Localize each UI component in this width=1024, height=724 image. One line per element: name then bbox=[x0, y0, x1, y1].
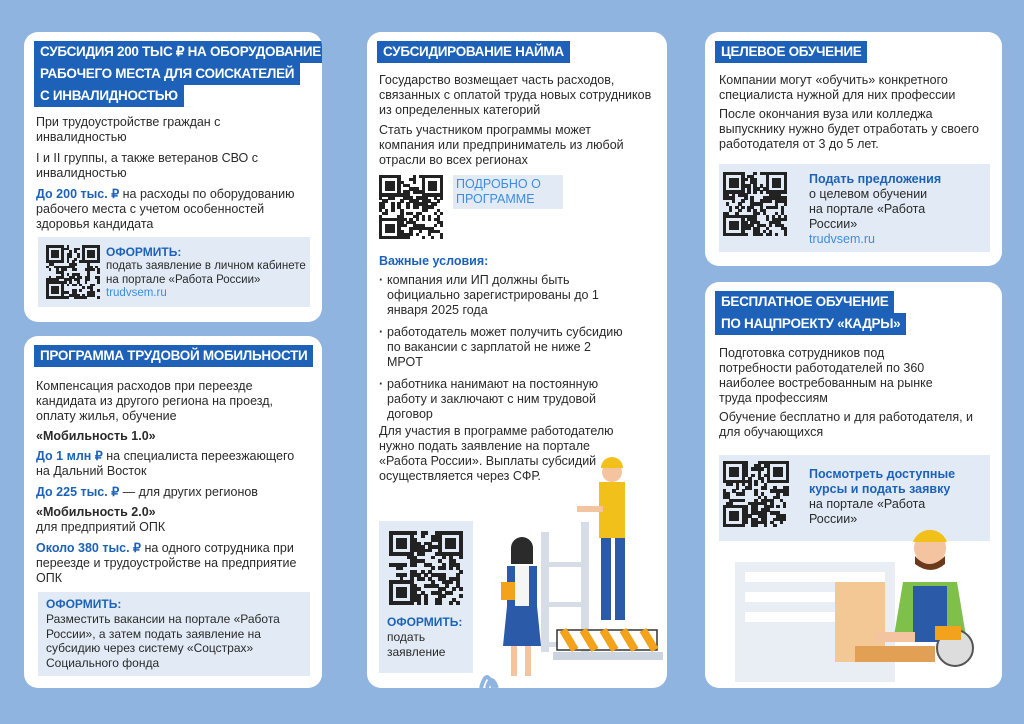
qr-code-icon[interactable] bbox=[46, 245, 100, 299]
amount-2 bbox=[36, 485, 316, 500]
amount-3-value: Около 380 тыс. ₽ bbox=[36, 541, 141, 555]
paragraph-1: Государство возмещает часть расходов, связанных с оплатой труда новых сотрудников из определенных категорий bbox=[379, 73, 652, 117]
mobility-2-sub: для предприятий ОПК bbox=[36, 520, 166, 534]
worker-illustration bbox=[725, 522, 1002, 688]
title-line-1: БЕСПЛАТНОЕ ОБУЧЕНИЕ bbox=[715, 291, 894, 313]
paragraph-1: Подготовка сотрудников под потребности работодателей по 360 наиболее востребованным на рынке труда профессиям bbox=[719, 346, 933, 405]
paragraph-1: Компании могут «обучить» конкретного специалиста нужной для них профессии bbox=[719, 73, 956, 102]
condition-item: · работника нанимают на постоянную работу и заключают с ним трудовой договор bbox=[379, 377, 629, 422]
paragraph-2: Обучение бесплатно и для работодателя, и для обучающихся bbox=[719, 410, 974, 439]
apply-title: ОФОРМИТЬ: bbox=[106, 245, 182, 259]
apply-box bbox=[38, 592, 310, 676]
card-kadry bbox=[705, 282, 1002, 688]
amount-1 bbox=[36, 449, 296, 479]
card-mobility bbox=[24, 336, 322, 688]
mobility-2-label: «Мобильность 2.0» bbox=[36, 505, 156, 519]
apply-text: о целевом обучении на портале «Работа России» bbox=[809, 187, 928, 231]
apply-title[interactable]: Подать предложения bbox=[809, 172, 942, 186]
title-line-3: С ИНВАЛИДНОСТЬЮ bbox=[34, 85, 184, 107]
qr-code-icon[interactable] bbox=[723, 172, 787, 236]
paragraph-3: Для участия в программе работодателю нужно подать заявление на портале «Работа России». Выплаты субсидий осуществляется через СФР. bbox=[379, 424, 614, 483]
amount-3 bbox=[36, 541, 316, 586]
paragraph-1: При трудоустройстве граждан с инвалидностью bbox=[36, 115, 221, 144]
card-target-training bbox=[705, 32, 1002, 266]
amount-1-value: До 1 млн ₽ bbox=[36, 449, 103, 463]
apply-text: на портале «Работа России» bbox=[809, 497, 926, 526]
qr-code-icon[interactable] bbox=[379, 175, 443, 239]
condition-item: · работодатель может получить субсидию по вакансии с зарплатой не ниже 2 МРОТ bbox=[379, 325, 629, 370]
apply-text-main: подать заявление в личном кабинете на портале «Работа России» bbox=[106, 260, 306, 286]
more-label: ПОДРОБНО О ПРОГРАММЕ bbox=[456, 177, 541, 206]
qr-code-icon[interactable] bbox=[389, 531, 463, 605]
apply-text: Разместить вакансии на портале «Работа России», а затем подать заявление на субсидию через систему «Соцстрах» Социального фонда bbox=[46, 612, 280, 670]
paragraph-2: Стать участником программы может компания или предприниматель из любой отрасли во всех регионах bbox=[379, 123, 624, 167]
paragraph-2: I и II группы, а также ветеранов СВО с инвалидностью bbox=[36, 151, 258, 180]
conditions-list bbox=[379, 273, 629, 429]
apply-title: ОФОРМИТЬ: bbox=[387, 615, 463, 629]
apply-title: ОФОРМИТЬ: bbox=[46, 597, 122, 611]
apply-text: подать заявление bbox=[387, 630, 446, 659]
condition-item: · компания или ИП должны быть официально зарегистрированы до 1 января 2025 года bbox=[379, 273, 629, 318]
more-button[interactable] bbox=[453, 175, 563, 209]
card-hiring bbox=[367, 32, 667, 688]
amount-3-rest: на одного сотрудника при переезде и трудоустройстве на предприятие ОПК bbox=[36, 541, 297, 585]
amount-1-rest: на специалиста переезжающего на Дальний Восток bbox=[36, 449, 295, 478]
title-line-2: РАБОЧЕГО МЕСТА ДЛЯ СОИСКАТЕЛЕЙ bbox=[34, 63, 300, 85]
card-subsidy-200 bbox=[24, 32, 322, 322]
qr-code-icon[interactable] bbox=[723, 461, 789, 527]
construction-illustration bbox=[477, 452, 667, 688]
apply-box bbox=[379, 521, 473, 673]
amount-rest: на расходы по оборудованию рабочего места с учетом особенностей здоровья кандидата bbox=[36, 187, 295, 231]
card-title bbox=[34, 41, 322, 107]
amount-2-value: До 225 тыс. ₽ bbox=[36, 485, 120, 499]
card-title: СУБСИДИРОВАНИЕ НАЙМА bbox=[377, 41, 570, 63]
paragraph-2: После окончания вуза или колледжа выпускнику нужно будет отработать у своего работодателя от 3 до 5 лет. bbox=[719, 107, 979, 151]
apply-box bbox=[38, 237, 310, 307]
apply-box bbox=[719, 164, 990, 252]
paragraph-3 bbox=[36, 187, 311, 232]
card-title: ПРОГРАММА ТРУДОВОЙ МОБИЛЬНОСТИ bbox=[34, 345, 313, 367]
amount-text: До 200 тыс. ₽ bbox=[36, 187, 120, 201]
mobility-1-label: «Мобильность 1.0» bbox=[36, 429, 156, 443]
amount-2-rest: — для других регионов bbox=[119, 485, 258, 499]
trudvsem-link[interactable]: trudvsem.ru bbox=[809, 232, 875, 246]
conditions-title: Важные условия: bbox=[379, 254, 489, 268]
card-title: ЦЕЛЕВОЕ ОБУЧЕНИЕ bbox=[715, 41, 867, 63]
trudvsem-link[interactable]: trudvsem.ru bbox=[106, 287, 167, 299]
title-line-1: СУБСИДИЯ 200 ТЫС ₽ НА ОБОРУДОВАНИЕ bbox=[34, 41, 322, 63]
apply-text bbox=[106, 260, 306, 301]
apply-title[interactable]: Посмотреть доступные курсы и подать заявку bbox=[809, 467, 956, 496]
title-line-2: ПО НАЦПРОЕКТУ «КАДРЫ» bbox=[715, 313, 906, 335]
paragraph-1: Компенсация расходов при переезде кандидата из другого региона на проезд, оплату жилья, обучение bbox=[36, 379, 273, 423]
